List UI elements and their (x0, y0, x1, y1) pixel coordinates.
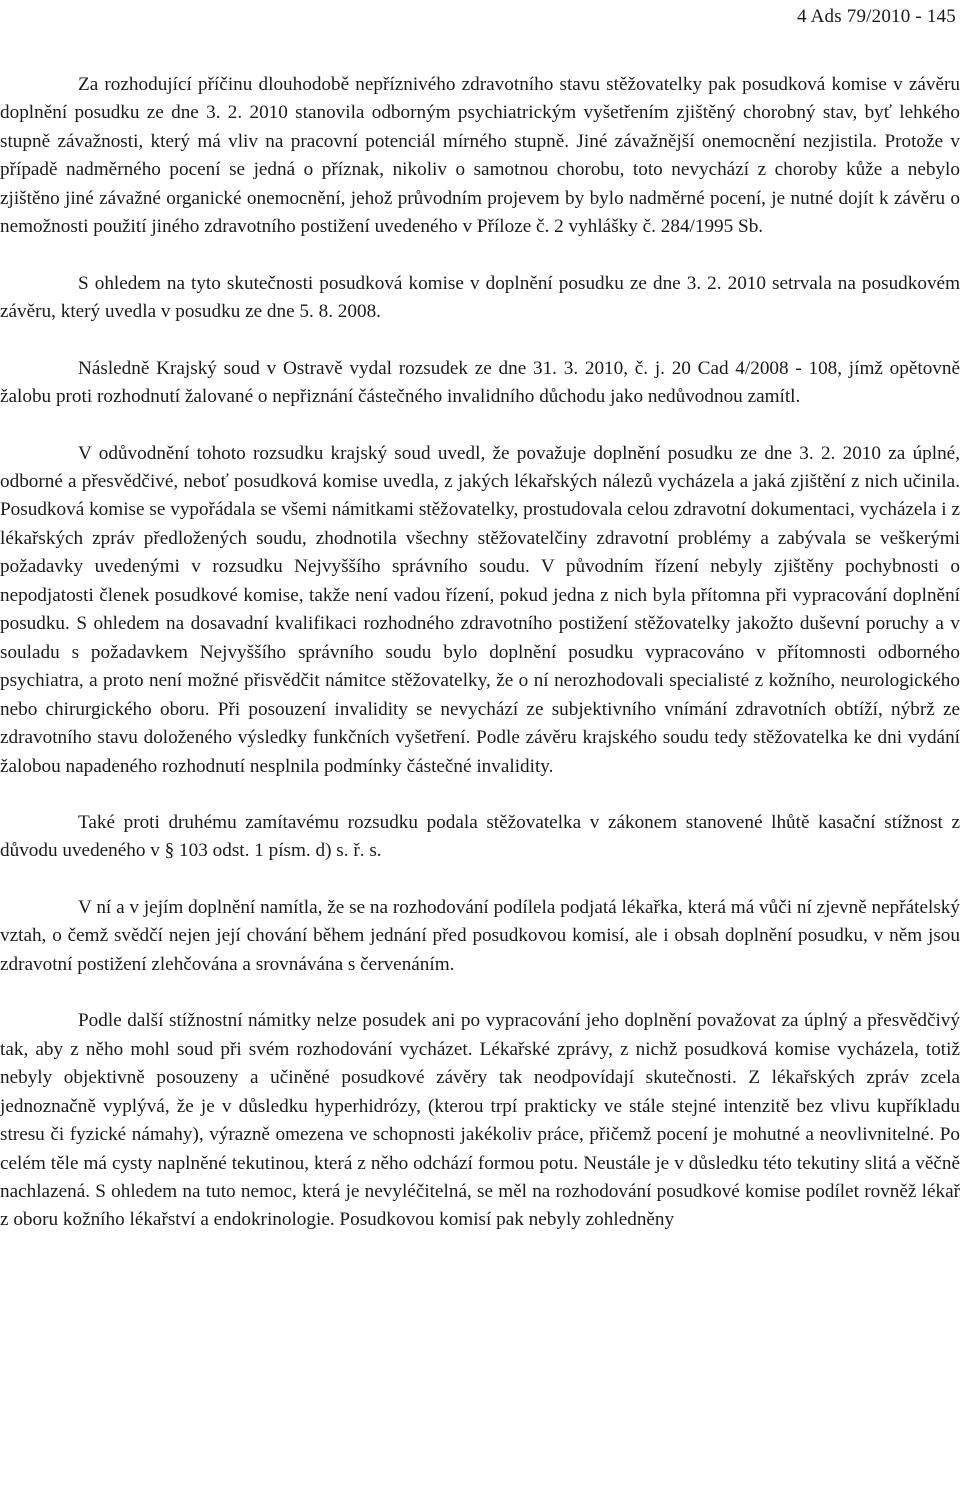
paragraph-kasacni-stiznost: Také proti druhému zamítavému rozsudku podala stěžovatelka v zákonem stanovené lhůtě kasační stížnost z důvodu uvedeného v § 103 odst. 1 písm. d) s. ř. s. (0, 811, 960, 862)
paragraph-oduvodneni-rozsudku: V odůvodnění tohoto rozsudku krajský soud uvedl, že považuje doplnění posudku ze dne 3. 2. 2010 za úplné, odborné a přesvědčivé, neboť posudková komise uvedla, z jakých lékařských nálezů vycházela a jaká zjištění z nich učinila. Posudková komise se vypořádala se všemi námitkami stěžovatelky, prostudovala celou zdravotní dokumentaci, vycházela i z lékařských zpráv předložených soudu, zhodnotila všechny stěžovatelčiny zdravotní problémy a zabývala se veškerými požadavky uvedenými v rozsudku Nejvyššího správního soudu. V původním řízení nebyly zjištěny pochybnosti o nepodjatosti členek posudkové komise, takže není vadou řízení, pokud jedna z nich byla přítomna při vypracování doplnění posudku. S ohledem na dosavadní kvalifikaci rozhodného zdravotního postižení stěžovatelky jakožto duševní poruchy a v souladu s požadavkem Nejvyššího správního soudu bylo doplnění posudku vypracováno v přítomnosti odborného psychiatra, a proto není možné přisvědčit námitce stěžovatelky, že o ní nerozhodovali specialisté z kožního, neurologického nebo chirurgického oboru. Při posouzení invalidity se nevychází ze subjektivního vnímání zdravotních obtíží, nýbrž ze zdravotního stavu doloženého výsledky funkčních vyšetření. Podle závěru krajského soudu tedy stěžovatelka ke dni vydání žalobou napadeného rozhodnutí nesplnila podmínky částečné invalidity. (0, 442, 960, 777)
paragraph-krajsky-soud-rozsudek: Následně Krajský soud v Ostravě vydal rozsudek ze dne 31. 3. 2010, č. j. 20 Cad 4/2008 - 108, jímž opětovně žalobu proti rozhodnutí žalované o nepřiznání částečného invalidního důchodu jako nedůvodnou zamítl. (0, 357, 960, 408)
paragraph-podjata-lekarka: V ní a v jejím doplnění namítla, že se na rozhodování podílela podjatá lékařka, která má vůči ní zjevně nepřátelský vztah, o čemž svědčí nejen její chování během jednání před posudkovou komisí, ale i obsah doplnění posudku, v něm jsou zdravotní postižení zlehčována a srovnávána s červenáním. (0, 896, 960, 975)
document-body (0, 71, 960, 1235)
paragraph-posudkova-komise-zaver: Za rozhodující příčinu dlouhodobě nepříznivého zdravotního stavu stěžovatelky pak posudková komise v závěru doplnění posudku ze dne 3. 2. 2010 stanovila odborným psychiatrickým vyšetřením zjištěný chorobný stav, byť lehkého stupně závažnosti, který má vliv na pracovní potenciál mírného stupně. Jiné závažnější onemocnění nezjistila. Protože v případě nadměrného pocení se jedná o příznak, nikoliv o samotnou chorobu, toto nevychází z choroby kůže a nebylo zjištěno jiné závažné organické onemocnění, jehož průvodním projevem by bylo nadměrné pocení, je nutné dojít k závěru o nemožnosti použití jiného zdravotního postižení uvedeného v Příloze č. 2 vyhlášky č. 284/1995 Sb. (0, 74, 960, 238)
paragraph-setrvala-na-zaveru: S ohledem na tyto skutečnosti posudková komise v doplnění posudku ze dne 3. 2. 2010 setrvala na posudkovém závěru, který uvedla v posudku ze dne 5. 8. 2008. (0, 272, 960, 323)
paragraph-dalsi-stiznostni-namitka: Podle další stížnostní námitky nelze posudek ani po vypracování jeho doplnění považovat za úplný a přesvědčivý tak, aby z něho mohl soud při svém rozhodování vycházet. Lékařské zprávy, z nichž posudková komise vycházela, totiž nebyly objektivně posouzeny a učiněné posudkové závěry tak neodpovídají skutečnosti. Z lékařských zpráv zcela jednoznačně vyplývá, že je v důsledku hyperhidrózy, (kterou trpí prakticky ve stále stejné intenzitě bez vlivu kupříkladu stresu či fyzické námahy), výrazně omezena ve schopnosti jakékoliv práce, přičemž pocení je mohutné a neovlivnitelné. Po celém těle má cysty naplněné tekutinou, která z něho odchází formou potu. Neustále je v důsledku této tekutiny slitá a věčně nachlazená. S ohledem na tuto nemoc, která je nevyléčitelná, se měl na rozhodování posudkové komise podílet rovněž lékař z oboru kožního lékařství a endokrinologie. Posudkovou komisí pak nebyly zohledněny (0, 1010, 960, 1231)
case-reference-header: 4 Ads 79/2010 - 145 (797, 6, 956, 27)
